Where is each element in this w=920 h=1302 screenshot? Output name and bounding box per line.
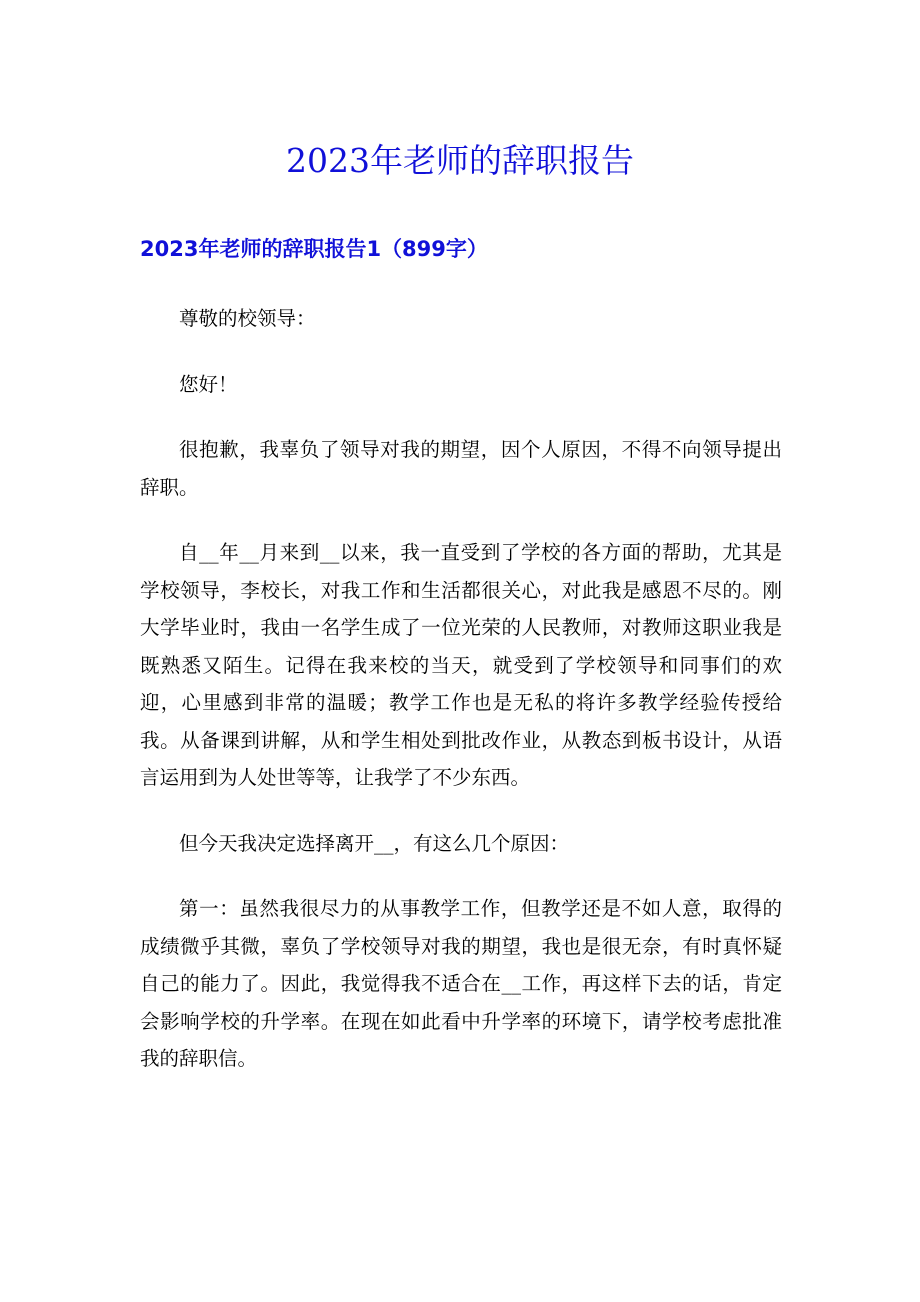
- greeting: 您好！: [179, 372, 238, 396]
- paragraph: 第一：虽然我很尽力的从事教学工作，但教学还是不如人意，取得的成绩微乎其微，辜负了学校领导对我的期望，我也是很无奈，有时真怀疑自己的能力了。因此，我觉得我不适合在__工作，再这样下去的话，肯定会影响学校的升学率。在现在如此看中升学率的环境下，请学校考虑批准我的辞职信。: [140, 897, 782, 1070]
- section-heading: 2023年老师的辞职报告1（899字）: [140, 237, 488, 261]
- document-body: [140, 300, 782, 1106]
- salutation: 尊敬的校领导：: [179, 307, 316, 330]
- document-title: 2023年老师的辞职报告: [286, 141, 634, 180]
- paragraph: 很抱歉，我辜负了领导对我的期望，因个人原因，不得不向领导提出辞职。: [140, 438, 782, 499]
- paragraph: 但今天我决定选择离开__，有这么几个原因：: [179, 831, 570, 855]
- paragraph: 自__年__月来到__以来，我一直受到了学校的各方面的帮助，尤其是学校领导，李校长，对我工作和生活都很关心，对此我是感恩不尽的。刚大学毕业时，我由一名学生成了一位光荣的人民教师，对教师这职业我是既熟悉又陌生。记得在我来校的当天，就受到了学校领导和同事们的欢迎，心里感到非常的温暖；教学工作也是无私的将许多教学经验传授给我。从备课到讲解，从和学生相处到批改作业，从教态到板书设计，从语言运用到为人处世等等，让我学了不少东西。: [140, 541, 782, 789]
